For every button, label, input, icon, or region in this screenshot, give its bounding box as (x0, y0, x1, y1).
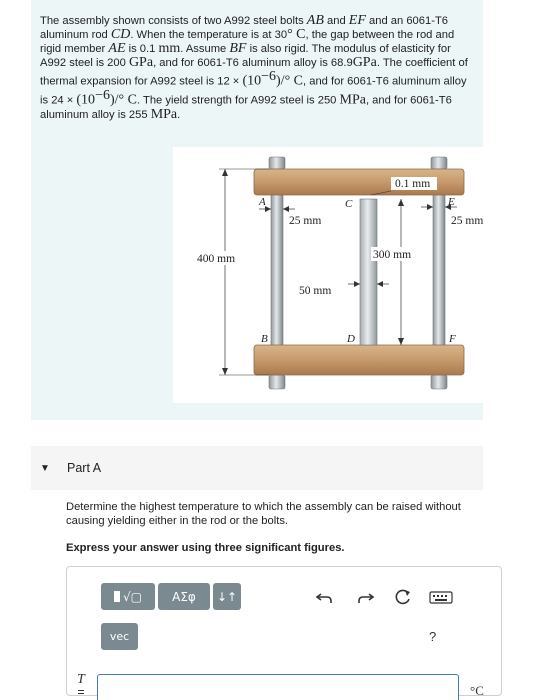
templates-button[interactable] (101, 583, 155, 610)
math-toolbar (101, 583, 241, 610)
label-a: A (259, 196, 266, 208)
templates-label: √▢ (123, 589, 142, 604)
greek-symbols-button[interactable]: ΑΣφ (158, 583, 210, 610)
answer-input[interactable] (97, 674, 459, 700)
label-f: F (449, 333, 456, 345)
label-b: B (261, 333, 268, 345)
dim-rod-dia: 50 mm (299, 285, 332, 297)
question-text: Determine the highest temperature to which the assembly can be raised without causing yielding either in the rod or the bolts. (66, 501, 461, 527)
answer-instruction: Express your answer using three significant figures. (66, 542, 345, 554)
dim-bolt-dia-right: 25 mm (451, 215, 484, 227)
help-button[interactable]: ? (429, 629, 437, 644)
undo-icon[interactable] (315, 587, 335, 607)
collapse-icon[interactable]: ▼ (40, 462, 50, 474)
arrows-button[interactable]: ↓↑ (213, 583, 241, 610)
dim-length: 400 mm (197, 253, 236, 265)
label-c: C (345, 198, 353, 210)
problem-statement: The assembly shown consists of two A992 steel bolts AB and EF and an 6061-T6 aluminum rod CD. When the temperature is at 30° C, the gap between the rod and rigid member AE is 0.1 mm. Assume BF is also rigid. The modulus of elasticity for A992 steel is 200 GPa, and for 6061-T6 aluminum alloy is 68.9GPa. The coefficient of thermal expansion for A992 steel is $12 \times (10^{-6})/^\circ$ C, and for 6061-T6 aluminum alloy is $24 \times (10^{-6})/^\circ$ C. The yield strength for A992 steel is 250 MPa, and for 6061-T6 aluminum alloy is 255 MPa. (40, 13, 468, 123)
dim-rod-length: 300 mm (373, 249, 412, 261)
assembly-figure (173, 147, 499, 403)
answer-variable: T (77, 672, 85, 687)
label-e: E (448, 196, 455, 208)
vector-button[interactable]: vec (101, 623, 138, 650)
answer-unit: °C (470, 683, 484, 698)
dim-bolt-dia-left: 25 mm (289, 215, 322, 227)
gap-label: 0.1 mm (395, 178, 431, 190)
redo-icon[interactable] (355, 587, 375, 607)
keyboard-icon[interactable] (429, 587, 453, 607)
problem-statement-panel (31, 0, 483, 420)
reset-icon[interactable] (393, 587, 413, 607)
part-title: Part A (67, 461, 102, 475)
equals-sign (78, 690, 84, 694)
label-d: D (347, 333, 355, 345)
part-a-header[interactable] (31, 446, 483, 490)
template-block-icon (114, 591, 120, 602)
